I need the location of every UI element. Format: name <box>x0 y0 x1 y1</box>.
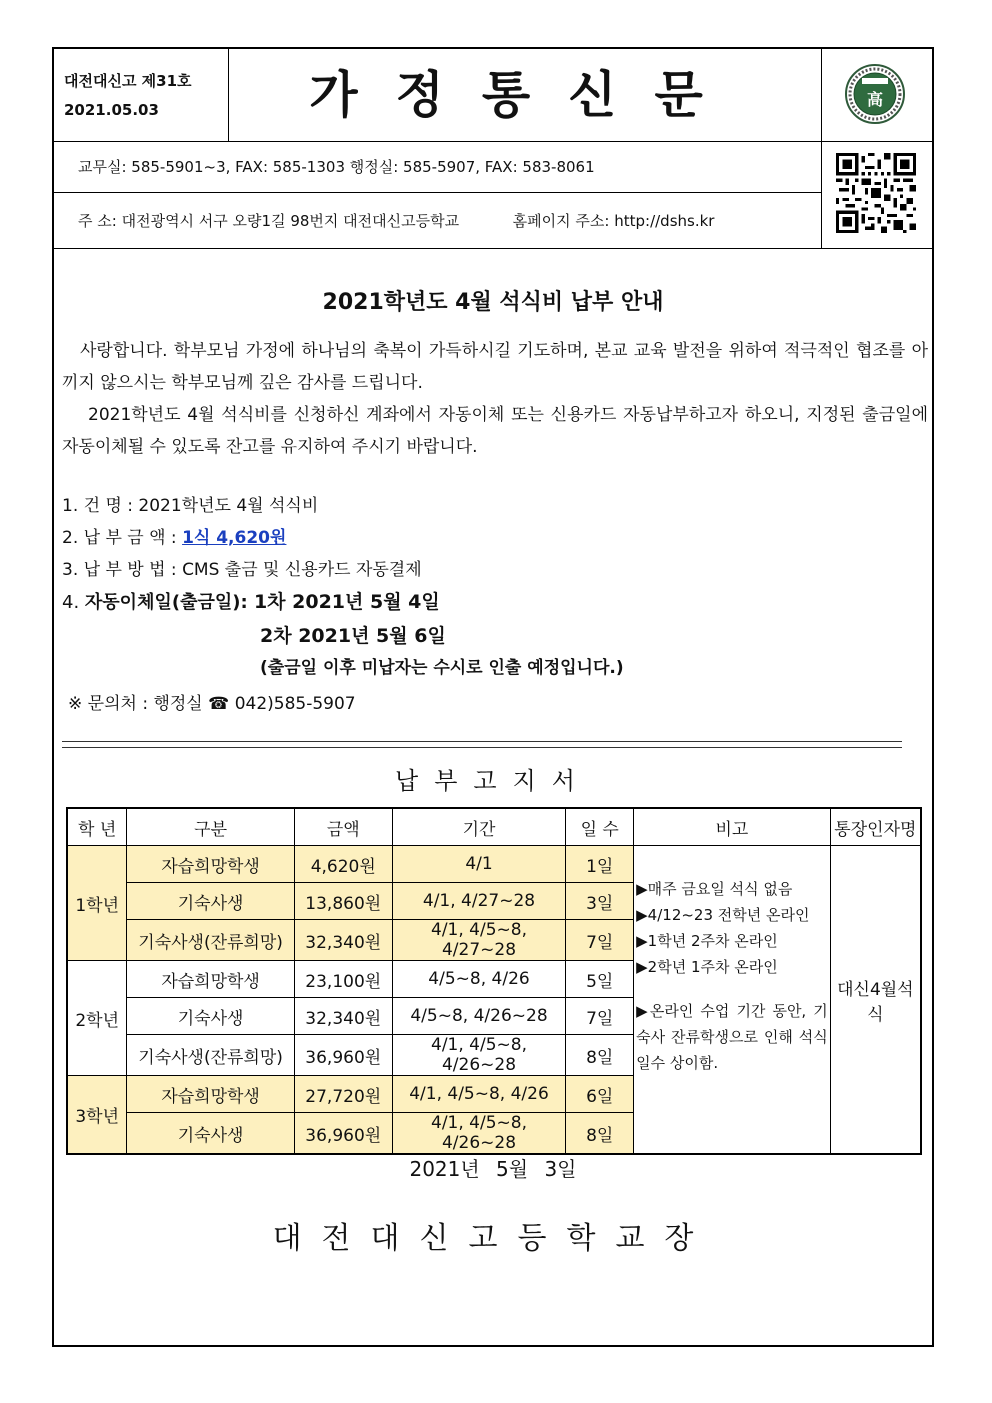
address-line <box>54 193 821 249</box>
contact-line: 교무실: 585-5901~3, FAX: 585-1303 행정실: 585-5907, FAX: 583-8061 <box>54 141 821 193</box>
newsletter-title: 가정통신문 <box>309 66 741 124</box>
document-title: 2021학년도 4월 석식비 납부 안내 <box>322 290 664 315</box>
table-row: 1학년 자습희망학생 4,620원 4/1 1일 ▶매주 금요일 석식 없음 ▶4/12~23 전학년 온라인 ▶1학년 2주차 온라인 ▶2학년 1주차 온라인 ▶온라인 수업 기간 동안, 기숙사 잔류학생으로 인해 석식일수 상이함. 대신4월석식 <box>67 846 921 883</box>
header-remarks: 비고 <box>634 808 831 846</box>
divider <box>62 741 902 748</box>
address-text: 대전광역시 서구 오량1길 98번지 대전대신고등학교 <box>121 212 460 230</box>
table-row: 기숙사생(잔류희망) 32,340원 4/1, 4/5~8, 4/27~28 7일 <box>67 920 921 961</box>
grade-cell: 2학년 <box>67 961 127 1076</box>
header-period: 기간 <box>392 808 566 846</box>
fee-table <box>66 807 922 1155</box>
payment-paragraph: 2021학년도 4월 석식비를 신청하신 계좌에서 자동이체 또는 신용카드 자동납부하고자 하오니, 지정된 출금일에 자동이체될 수 있도록 잔고를 유지하여 주시기 바랍니다. <box>62 405 928 457</box>
detail-item-amount: 2. 납 부 금 액 : 1식 4,620원 <box>62 528 287 548</box>
homepage-link[interactable]: http://dshs.kr <box>614 212 715 230</box>
greeting-paragraph: 사랑합니다. 학부모님 가정에 하나님의 축복이 가득하시길 기도하며, 본교 교육 발전을 위하여 적극적인 협조를 아끼지 않으시는 학부모님께 깊은 감사를 드립니다. <box>62 341 928 393</box>
table-row: 기숙사생(잔류희망) 36,960원 4/1, 4/5~8, 4/26~28 8일 <box>67 1035 921 1076</box>
table-row: 2학년 자습희망학생 23,100원 4/5~8, 4/26 5일 <box>67 961 921 998</box>
issue-date-footer: 2021년 5월 3일 <box>409 1157 577 1181</box>
grade-cell: 1학년 <box>67 846 127 961</box>
table-row: 기숙사생 36,960원 4/1, 4/5~8, 4/26~28 8일 <box>67 1113 921 1155</box>
table-row: 기숙사생 13,860원 4/1, 4/27~28 3일 <box>67 883 921 920</box>
amount-value: 1식 4,620원 <box>182 528 287 548</box>
header-amount: 금액 <box>294 808 392 846</box>
header-days: 일 수 <box>566 808 634 846</box>
address-label: 주 소: <box>78 212 117 230</box>
principal-signature: 대전대신고등학교장 <box>272 1221 714 1256</box>
notice-frame <box>52 47 934 1347</box>
detail-item-withdraw-date: 4. 자동이체일(출금일): 1차 2021년 5월 4일 <box>62 591 440 613</box>
remarks-cell: ▶매주 금요일 석식 없음 ▶4/12~23 전학년 온라인 ▶1학년 2주차 온라인 ▶2학년 1주차 온라인 ▶온라인 수업 기간 동안, 기숙사 잔류학생으로 인해 석식일수 상이함. <box>634 846 831 1155</box>
table-header-row <box>67 808 921 846</box>
withdraw-note: (출금일 이후 미납자는 수시로 인출 예정입니다.) <box>260 658 624 678</box>
school-logo-icon <box>844 63 906 125</box>
issue-date: 2021.05.03 <box>64 101 159 119</box>
detail-item-name: 1. 건 명 : 2021학년도 4월 석식비 <box>62 496 319 516</box>
notice-title: 납부고지서 <box>395 767 591 795</box>
bank-name-cell: 대신4월석식 <box>830 846 921 1155</box>
table-row: 3학년 자습희망학생 27,720원 4/1, 4/5~8, 4/26 6일 <box>67 1076 921 1113</box>
header-bank-name: 통장인자명 <box>830 808 921 846</box>
withdraw-date-2: 2차 2021년 5월 6일 <box>260 625 446 647</box>
letterhead <box>54 49 932 249</box>
grade-cell: 3학년 <box>67 1076 127 1155</box>
header-grade: 학 년 <box>67 808 127 846</box>
svg-text:高: 高 <box>866 90 884 109</box>
table-row: 기숙사생 32,340원 4/5~8, 4/26~28 7일 <box>67 998 921 1035</box>
header-type: 구분 <box>127 808 294 846</box>
qr-code-icon <box>836 153 916 233</box>
issue-info <box>54 49 229 141</box>
homepage-label: 홈페이지 주소: <box>512 212 610 230</box>
inquiry-contact: ※ 문의처 : 행정실 ☎ 042)585-5907 <box>68 694 356 714</box>
detail-item-method: 3. 납 부 방 법 : CMS 출금 및 신용카드 자동결제 <box>62 560 422 580</box>
issue-number: 대전대신고 제31호 <box>64 72 192 90</box>
